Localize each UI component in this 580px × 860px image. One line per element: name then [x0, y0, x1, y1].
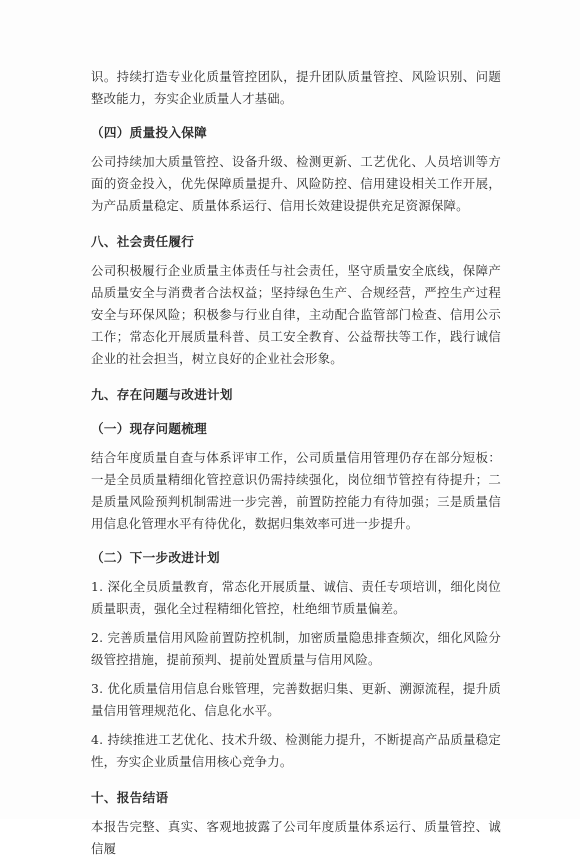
existing-problems-heading: （一）现存问题梳理	[91, 421, 208, 436]
next-steps-heading: （二）下一步改进计划	[91, 550, 220, 565]
intro-continuation-paragraph: 识。持续打造专业化质量管控团队，提升团队质量管控、风险识别、问题整改能力，夯实企业质量人才基础。	[91, 69, 501, 106]
list-item-text: 深化全员质量教育，常态化开展质量、诚信、责任专项培训，细化岗位质量职责，强化全过程精细化管控，杜绝细节质量偏差。	[91, 579, 501, 616]
list-item-number: 4.	[91, 732, 104, 747]
list-item	[91, 678, 501, 722]
page-content	[91, 66, 501, 860]
social-responsibility-paragraph: 公司积极履行企业质量主体责任与社会责任，坚守质量安全底线，保障产品质量安全与消费者合法权益；坚持绿色生产、合规经营，严控生产过程安全与环保风险；积极参与行业自律，主动配合监管部门检查、信用公示工作；常态化开展质量科普、员工安全教育、公益帮扶等工作，践行诚信企业的社会担当，树立良好的企业社会形象。	[91, 263, 501, 366]
list-item	[91, 576, 501, 620]
existing-problems-paragraph: 结合年度质量自查与体系评审工作，公司质量信用管理仍存在部分短板：一是全员质量精细化管控意识仍需持续强化，岗位细节管控有待提升；二是质量风险预判机制需进一步完善，前置防控能力有待加强；三是质量信用信息化管理水平有待优化，数据归集效率可进一步提升。	[91, 450, 501, 531]
problems-plan-heading: 九、存在问题与改进计划	[91, 387, 233, 402]
list-item-text: 持续推进工艺优化、技术升级、检测能力提升，不断提高产品质量稳定性，夯实企业质量信用核心竞争力。	[91, 732, 501, 769]
list-item	[91, 729, 501, 773]
list-item-number: 2.	[91, 630, 104, 645]
list-item	[91, 627, 501, 671]
list-item-number: 3.	[91, 681, 104, 696]
quality-investment-heading: （四）质量投入保障	[91, 125, 208, 140]
conclusion-paragraph: 本报告完整、真实、客观地披露了公司年度质量体系运行、质量管控、诚信履	[91, 819, 501, 856]
list-item-text: 优化质量信用信息台账管理，完善数据归集、更新、溯源流程，提升质量信用管理规范化、信息化水平。	[91, 681, 501, 718]
social-responsibility-heading: 八、社会责任履行	[91, 234, 195, 249]
conclusion-heading: 十、报告结语	[91, 790, 169, 805]
list-item-number: 1.	[91, 579, 104, 594]
list-item-text: 完善质量信用风险前置防控机制，加密质量隐患排查频次，细化风险分级管控措施，提前预判、提前处置质量与信用风险。	[91, 630, 501, 667]
quality-investment-paragraph: 公司持续加大质量管控、设备升级、检测更新、工艺优化、人员培训等方面的资金投入，优先保障质量提升、风险防控、信用建设相关工作开展，为产品质量稳定、质量体系运行、信用长效建设提供充足资源保障。	[91, 154, 501, 213]
